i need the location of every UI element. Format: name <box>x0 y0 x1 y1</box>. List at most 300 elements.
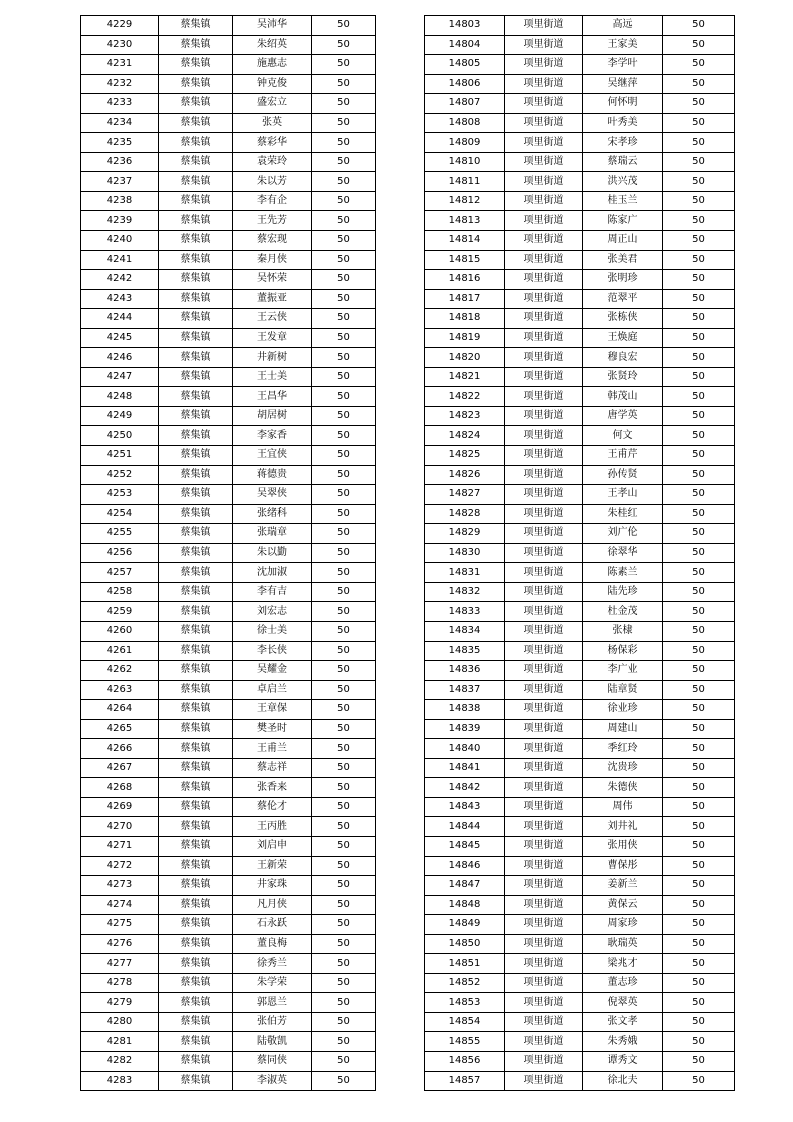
name-cell: 倪翠英 <box>583 993 663 1013</box>
town-cell: 项里街道 <box>505 641 583 661</box>
amount-cell: 50 <box>663 993 735 1013</box>
amount-cell: 50 <box>663 836 735 856</box>
amount-cell: 50 <box>663 758 735 778</box>
name-cell: 徐士美 <box>233 621 312 641</box>
row-id-cell: 4253 <box>81 485 159 505</box>
name-cell: 洪兴茂 <box>583 172 663 192</box>
name-cell: 周伟 <box>583 797 663 817</box>
table-row <box>81 915 376 935</box>
name-cell: 凡月侠 <box>233 895 312 915</box>
town-cell: 项里街道 <box>505 250 583 270</box>
town-cell: 蔡集镇 <box>159 426 233 446</box>
amount-cell: 50 <box>663 563 735 583</box>
town-cell: 项里街道 <box>505 35 583 55</box>
table-row <box>425 211 735 231</box>
row-id-cell: 4258 <box>81 582 159 602</box>
name-cell: 李有企 <box>233 191 312 211</box>
town-cell: 项里街道 <box>505 836 583 856</box>
table-row <box>425 700 735 720</box>
row-id-cell: 14837 <box>425 680 505 700</box>
table-row <box>425 133 735 153</box>
amount-cell: 50 <box>663 172 735 192</box>
table-row <box>81 367 376 387</box>
row-id-cell: 14805 <box>425 55 505 75</box>
table-row <box>81 406 376 426</box>
row-id-cell: 4255 <box>81 524 159 544</box>
row-id-cell: 4239 <box>81 211 159 231</box>
amount-cell: 50 <box>312 191 376 211</box>
town-cell: 项里街道 <box>505 133 583 153</box>
row-id-cell: 14850 <box>425 934 505 954</box>
name-cell: 刘启申 <box>233 836 312 856</box>
name-cell: 耿瑞英 <box>583 934 663 954</box>
amount-cell: 50 <box>312 387 376 407</box>
name-cell: 徐北夫 <box>583 1071 663 1091</box>
row-id-cell: 4278 <box>81 973 159 993</box>
name-cell: 吴怀荣 <box>233 270 312 290</box>
town-cell: 项里街道 <box>505 621 583 641</box>
row-id-cell: 4247 <box>81 367 159 387</box>
amount-cell: 50 <box>663 35 735 55</box>
row-id-cell: 4280 <box>81 1012 159 1032</box>
table-row <box>425 152 735 172</box>
name-cell: 陆先珍 <box>583 582 663 602</box>
name-cell: 胡居树 <box>233 406 312 426</box>
amount-cell: 50 <box>663 55 735 75</box>
amount-cell: 50 <box>312 973 376 993</box>
name-cell: 张美君 <box>583 250 663 270</box>
row-id-cell: 4276 <box>81 934 159 954</box>
name-cell: 朱学荣 <box>233 973 312 993</box>
amount-cell: 50 <box>312 74 376 94</box>
table-row <box>425 250 735 270</box>
amount-cell: 50 <box>312 328 376 348</box>
town-cell: 项里街道 <box>505 700 583 720</box>
town-cell: 项里街道 <box>505 524 583 544</box>
row-id-cell: 14813 <box>425 211 505 231</box>
town-cell: 蔡集镇 <box>159 836 233 856</box>
amount-cell: 50 <box>312 739 376 759</box>
amount-cell: 50 <box>312 817 376 837</box>
town-cell: 项里街道 <box>505 465 583 485</box>
name-cell: 张明珍 <box>583 270 663 290</box>
row-id-cell: 14820 <box>425 348 505 368</box>
amount-cell: 50 <box>312 446 376 466</box>
table-row <box>81 1012 376 1032</box>
amount-cell: 50 <box>663 94 735 114</box>
name-cell: 王孝山 <box>583 485 663 505</box>
name-cell: 沈贵珍 <box>583 758 663 778</box>
row-id-cell: 14828 <box>425 504 505 524</box>
town-cell: 项里街道 <box>505 16 583 36</box>
table-row <box>81 152 376 172</box>
town-cell: 项里街道 <box>505 993 583 1013</box>
amount-cell: 50 <box>312 856 376 876</box>
amount-cell: 50 <box>663 16 735 36</box>
row-id-cell: 4254 <box>81 504 159 524</box>
name-cell: 梁兆才 <box>583 954 663 974</box>
amount-cell: 50 <box>312 309 376 329</box>
town-cell: 蔡集镇 <box>159 543 233 563</box>
table-row <box>81 1051 376 1071</box>
row-id-cell: 4283 <box>81 1071 159 1091</box>
amount-cell: 50 <box>312 367 376 387</box>
row-id-cell: 14806 <box>425 74 505 94</box>
name-cell: 王章保 <box>233 700 312 720</box>
table-row <box>425 1051 735 1071</box>
table-row <box>81 954 376 974</box>
amount-cell: 50 <box>312 152 376 172</box>
name-cell: 叶秀美 <box>583 113 663 133</box>
row-id-cell: 4245 <box>81 328 159 348</box>
table-row <box>425 915 735 935</box>
table-row <box>81 387 376 407</box>
table-row <box>425 328 735 348</box>
town-cell: 项里街道 <box>505 328 583 348</box>
name-cell: 蔡瑞云 <box>583 152 663 172</box>
table-row <box>425 348 735 368</box>
town-cell: 蔡集镇 <box>159 993 233 1013</box>
amount-cell: 50 <box>312 524 376 544</box>
row-id-cell: 4265 <box>81 719 159 739</box>
table-row <box>425 387 735 407</box>
row-id-cell: 4263 <box>81 680 159 700</box>
row-id-cell: 4248 <box>81 387 159 407</box>
amount-cell: 50 <box>312 602 376 622</box>
name-cell: 袁荣玲 <box>233 152 312 172</box>
name-cell: 李有吉 <box>233 582 312 602</box>
table-row <box>81 836 376 856</box>
town-cell: 蔡集镇 <box>159 700 233 720</box>
table-row <box>81 934 376 954</box>
amount-cell: 50 <box>663 876 735 896</box>
name-cell: 石永跃 <box>233 915 312 935</box>
town-cell: 项里街道 <box>505 602 583 622</box>
row-id-cell: 14831 <box>425 563 505 583</box>
town-cell: 蔡集镇 <box>159 113 233 133</box>
table-row <box>81 524 376 544</box>
table-row <box>81 973 376 993</box>
row-id-cell: 4242 <box>81 270 159 290</box>
town-cell: 蔡集镇 <box>159 563 233 583</box>
table-row <box>425 446 735 466</box>
amount-cell: 50 <box>663 856 735 876</box>
town-cell: 蔡集镇 <box>159 309 233 329</box>
amount-cell: 50 <box>312 719 376 739</box>
amount-cell: 50 <box>312 55 376 75</box>
amount-cell: 50 <box>312 680 376 700</box>
row-id-cell: 14817 <box>425 289 505 309</box>
name-cell: 李淑英 <box>233 1071 312 1091</box>
town-cell: 项里街道 <box>505 152 583 172</box>
row-id-cell: 14804 <box>425 35 505 55</box>
row-id-cell: 14834 <box>425 621 505 641</box>
town-cell: 项里街道 <box>505 797 583 817</box>
table-row <box>425 94 735 114</box>
town-cell: 蔡集镇 <box>159 934 233 954</box>
town-cell: 项里街道 <box>505 94 583 114</box>
name-cell: 张香来 <box>233 778 312 798</box>
town-cell: 蔡集镇 <box>159 55 233 75</box>
row-id-cell: 14838 <box>425 700 505 720</box>
table-row <box>81 113 376 133</box>
name-cell: 穆良宏 <box>583 348 663 368</box>
town-cell: 蔡集镇 <box>159 797 233 817</box>
name-cell: 王昌华 <box>233 387 312 407</box>
table-row <box>81 35 376 55</box>
amount-cell: 50 <box>663 661 735 681</box>
town-cell: 蔡集镇 <box>159 16 233 36</box>
table-row <box>425 836 735 856</box>
row-id-cell: 4259 <box>81 602 159 622</box>
name-cell: 王先芳 <box>233 211 312 231</box>
table-row <box>81 74 376 94</box>
town-cell: 项里街道 <box>505 934 583 954</box>
amount-cell: 50 <box>663 680 735 700</box>
town-cell: 蔡集镇 <box>159 348 233 368</box>
name-cell: 谭秀文 <box>583 1051 663 1071</box>
town-cell: 蔡集镇 <box>159 915 233 935</box>
amount-cell: 50 <box>663 934 735 954</box>
amount-cell: 50 <box>312 133 376 153</box>
name-cell: 盛宏立 <box>233 94 312 114</box>
amount-cell: 50 <box>663 211 735 231</box>
row-id-cell: 4261 <box>81 641 159 661</box>
name-cell: 陆章贤 <box>583 680 663 700</box>
town-cell: 蔡集镇 <box>159 661 233 681</box>
name-cell: 吴继萍 <box>583 74 663 94</box>
row-id-cell: 4233 <box>81 94 159 114</box>
amount-cell: 50 <box>312 231 376 251</box>
table-row <box>81 758 376 778</box>
amount-cell: 50 <box>663 191 735 211</box>
table-row <box>81 739 376 759</box>
row-id-cell: 4262 <box>81 661 159 681</box>
town-cell: 蔡集镇 <box>159 172 233 192</box>
row-id-cell: 4244 <box>81 309 159 329</box>
table-row <box>425 641 735 661</box>
row-id-cell: 14854 <box>425 1012 505 1032</box>
town-cell: 项里街道 <box>505 876 583 896</box>
row-id-cell: 14822 <box>425 387 505 407</box>
town-cell: 项里街道 <box>505 367 583 387</box>
row-id-cell: 4234 <box>81 113 159 133</box>
amount-cell: 50 <box>312 250 376 270</box>
town-cell: 蔡集镇 <box>159 270 233 290</box>
left-table-body <box>81 16 376 1091</box>
amount-cell: 50 <box>312 778 376 798</box>
name-cell: 陈家广 <box>583 211 663 231</box>
table-row <box>425 309 735 329</box>
town-cell: 项里街道 <box>505 582 583 602</box>
town-cell: 蔡集镇 <box>159 406 233 426</box>
amount-cell: 50 <box>312 700 376 720</box>
name-cell: 张瑞章 <box>233 524 312 544</box>
amount-cell: 50 <box>663 778 735 798</box>
amount-cell: 50 <box>663 895 735 915</box>
town-cell: 蔡集镇 <box>159 504 233 524</box>
amount-cell: 50 <box>312 621 376 641</box>
name-cell: 秦月侠 <box>233 250 312 270</box>
row-id-cell: 14819 <box>425 328 505 348</box>
amount-cell: 50 <box>312 836 376 856</box>
row-id-cell: 14836 <box>425 661 505 681</box>
row-id-cell: 14821 <box>425 367 505 387</box>
name-cell: 何怀明 <box>583 94 663 114</box>
town-cell: 项里街道 <box>505 55 583 75</box>
row-id-cell: 4267 <box>81 758 159 778</box>
table-row <box>81 231 376 251</box>
table-row <box>81 895 376 915</box>
table-row <box>81 778 376 798</box>
row-id-cell: 14827 <box>425 485 505 505</box>
table-row <box>81 55 376 75</box>
town-cell: 蔡集镇 <box>159 485 233 505</box>
name-cell: 朱以勤 <box>233 543 312 563</box>
amount-cell: 50 <box>663 446 735 466</box>
row-id-cell: 4249 <box>81 406 159 426</box>
row-id-cell: 4237 <box>81 172 159 192</box>
town-cell: 项里街道 <box>505 504 583 524</box>
town-cell: 项里街道 <box>505 309 583 329</box>
row-id-cell: 14824 <box>425 426 505 446</box>
table-row <box>425 739 735 759</box>
town-cell: 蔡集镇 <box>159 680 233 700</box>
amount-cell: 50 <box>663 641 735 661</box>
row-id-cell: 4270 <box>81 817 159 837</box>
amount-cell: 50 <box>312 1071 376 1091</box>
name-cell: 杨保彩 <box>583 641 663 661</box>
table-row <box>81 641 376 661</box>
town-cell: 蔡集镇 <box>159 719 233 739</box>
row-id-cell: 14826 <box>425 465 505 485</box>
table-row <box>425 895 735 915</box>
row-id-cell: 4240 <box>81 231 159 251</box>
table-row <box>425 406 735 426</box>
row-id-cell: 4273 <box>81 876 159 896</box>
table-row <box>425 270 735 290</box>
town-cell: 项里街道 <box>505 406 583 426</box>
town-cell: 蔡集镇 <box>159 524 233 544</box>
town-cell: 项里街道 <box>505 426 583 446</box>
amount-cell: 50 <box>312 934 376 954</box>
table-row <box>425 504 735 524</box>
name-cell: 王宜侠 <box>233 446 312 466</box>
name-cell: 张英 <box>233 113 312 133</box>
name-cell: 陆敬凯 <box>233 1032 312 1052</box>
table-row <box>81 797 376 817</box>
table-row <box>425 719 735 739</box>
table-row <box>425 778 735 798</box>
table-row <box>81 16 376 36</box>
row-id-cell: 4266 <box>81 739 159 759</box>
row-id-cell: 4246 <box>81 348 159 368</box>
town-cell: 项里街道 <box>505 543 583 563</box>
row-id-cell: 14851 <box>425 954 505 974</box>
row-id-cell: 14857 <box>425 1071 505 1091</box>
table-row <box>81 680 376 700</box>
row-id-cell: 14841 <box>425 758 505 778</box>
right-table-body <box>425 16 735 1091</box>
row-id-cell: 14856 <box>425 1051 505 1071</box>
row-id-cell: 14840 <box>425 739 505 759</box>
table-row <box>81 661 376 681</box>
town-cell: 项里街道 <box>505 680 583 700</box>
amount-cell: 50 <box>312 113 376 133</box>
name-cell: 徐业珍 <box>583 700 663 720</box>
town-cell: 项里街道 <box>505 231 583 251</box>
row-id-cell: 4272 <box>81 856 159 876</box>
name-cell: 姜新兰 <box>583 876 663 896</box>
table-row <box>425 172 735 192</box>
table-row <box>425 680 735 700</box>
name-cell: 王士美 <box>233 367 312 387</box>
town-cell: 蔡集镇 <box>159 856 233 876</box>
table-row <box>425 876 735 896</box>
amount-cell: 50 <box>312 94 376 114</box>
name-cell: 王丙胜 <box>233 817 312 837</box>
town-cell: 项里街道 <box>505 661 583 681</box>
table-row <box>425 289 735 309</box>
town-cell: 蔡集镇 <box>159 954 233 974</box>
town-cell: 蔡集镇 <box>159 94 233 114</box>
town-cell: 项里街道 <box>505 270 583 290</box>
name-cell: 徐秀兰 <box>233 954 312 974</box>
amount-cell: 50 <box>312 35 376 55</box>
row-id-cell: 14849 <box>425 915 505 935</box>
table-row <box>425 191 735 211</box>
table-row <box>425 797 735 817</box>
row-id-cell: 14853 <box>425 993 505 1013</box>
amount-cell: 50 <box>312 406 376 426</box>
amount-cell: 50 <box>312 797 376 817</box>
name-cell: 何文 <box>583 426 663 446</box>
town-cell: 蔡集镇 <box>159 289 233 309</box>
town-cell: 项里街道 <box>505 172 583 192</box>
table-row <box>425 934 735 954</box>
amount-cell: 50 <box>312 289 376 309</box>
table-row <box>81 876 376 896</box>
row-id-cell: 4251 <box>81 446 159 466</box>
table-row <box>425 74 735 94</box>
table-row <box>425 973 735 993</box>
table-row <box>81 309 376 329</box>
amount-cell: 50 <box>663 1032 735 1052</box>
row-id-cell: 4275 <box>81 915 159 935</box>
name-cell: 施惠志 <box>233 55 312 75</box>
amount-cell: 50 <box>663 739 735 759</box>
town-cell: 蔡集镇 <box>159 191 233 211</box>
row-id-cell: 4230 <box>81 35 159 55</box>
row-id-cell: 4268 <box>81 778 159 798</box>
name-cell: 张棣 <box>583 621 663 641</box>
amount-cell: 50 <box>663 700 735 720</box>
table-row <box>81 719 376 739</box>
town-cell: 蔡集镇 <box>159 602 233 622</box>
amount-cell: 50 <box>663 543 735 563</box>
amount-cell: 50 <box>312 641 376 661</box>
town-cell: 项里街道 <box>505 446 583 466</box>
amount-cell: 50 <box>312 1032 376 1052</box>
name-cell: 李学叶 <box>583 55 663 75</box>
name-cell: 樊圣时 <box>233 719 312 739</box>
name-cell: 吴翠侠 <box>233 485 312 505</box>
amount-cell: 50 <box>663 602 735 622</box>
amount-cell: 50 <box>663 1051 735 1071</box>
row-id-cell: 4235 <box>81 133 159 153</box>
town-cell: 项里街道 <box>505 387 583 407</box>
name-cell: 沈加淑 <box>233 563 312 583</box>
